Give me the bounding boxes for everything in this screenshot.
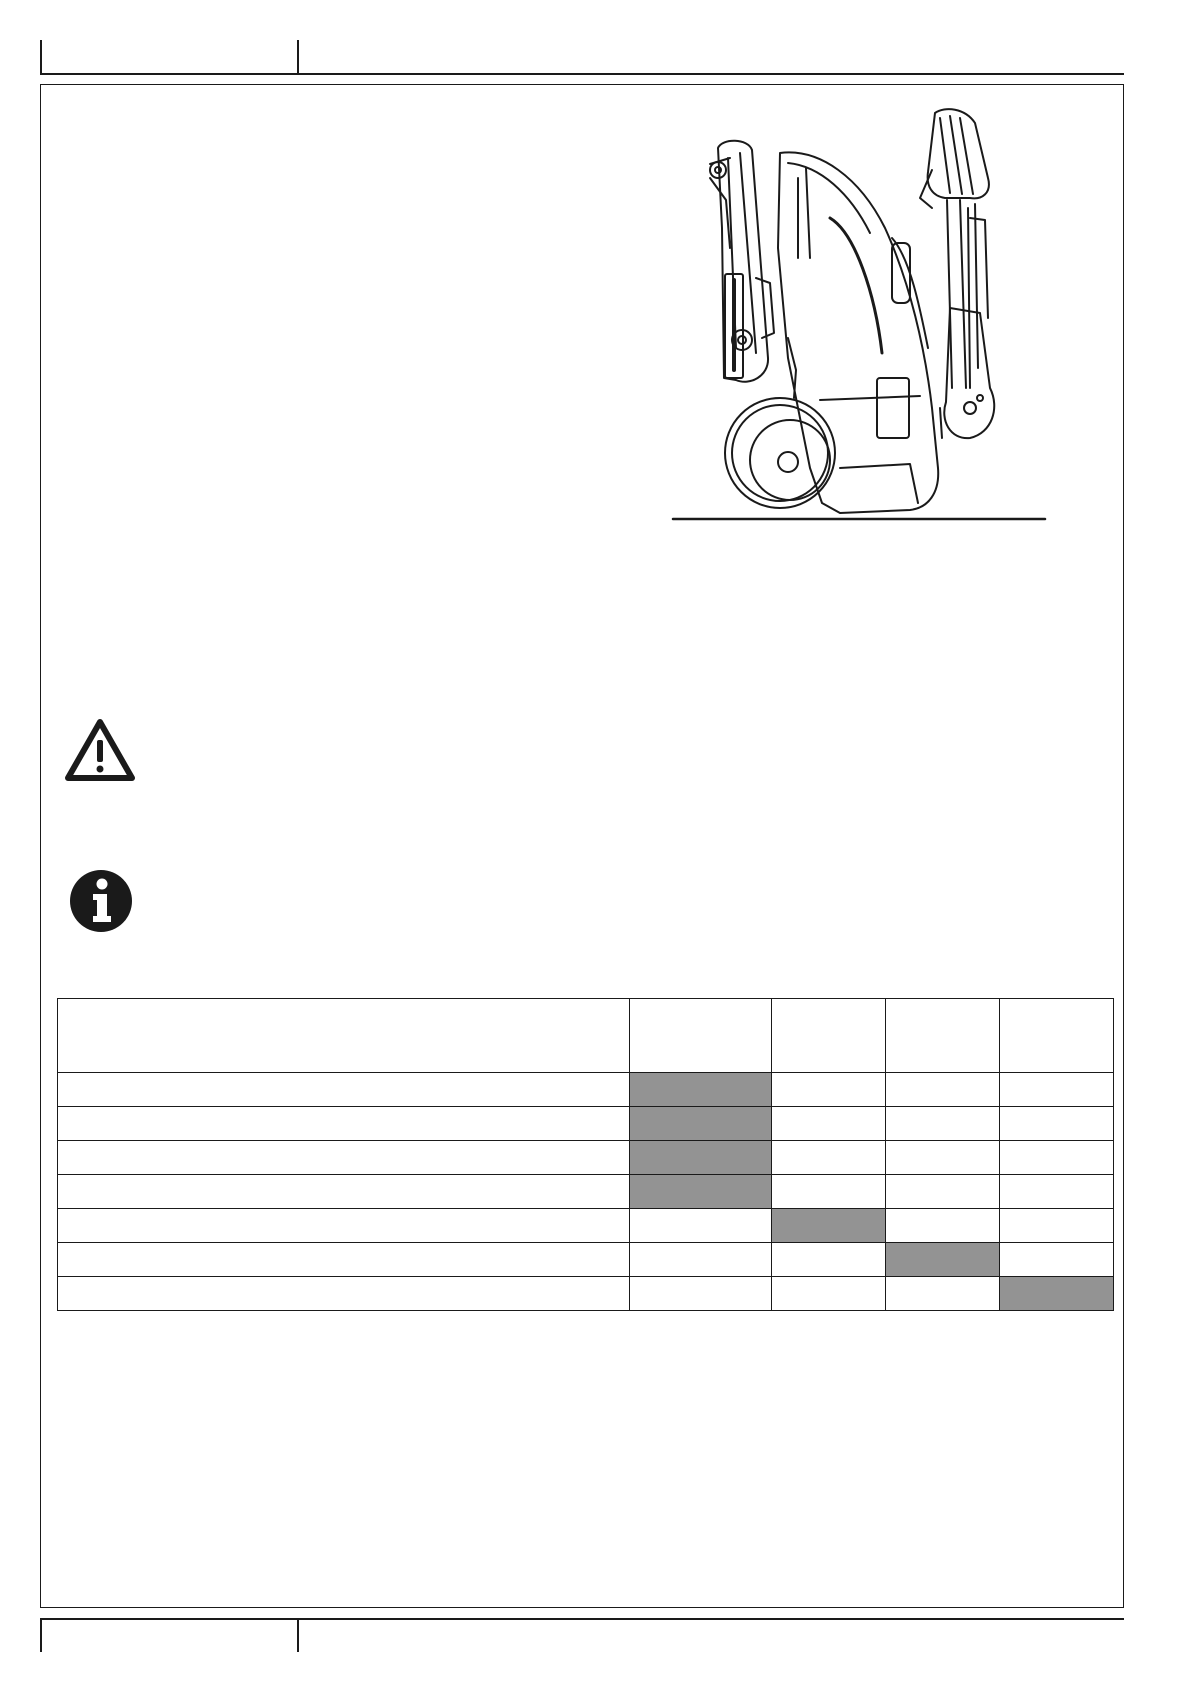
matrix-row — [58, 1209, 1114, 1243]
matrix-cell — [772, 1073, 886, 1107]
machine-body — [778, 152, 938, 513]
matrix-cell — [886, 1141, 1000, 1175]
matrix-cell — [1000, 1175, 1114, 1209]
display-panel — [877, 378, 909, 438]
matrix-cell — [772, 1141, 886, 1175]
matrix-header-row — [58, 999, 1114, 1073]
warning-triangle-icon — [64, 718, 136, 782]
matrix-cell — [1000, 1141, 1114, 1175]
footer-rule — [40, 1618, 1124, 1620]
matrix-row — [58, 1175, 1114, 1209]
matrix-cell — [1000, 1209, 1114, 1243]
footer-divider-tick — [297, 1618, 299, 1652]
applicability-matrix — [57, 998, 1114, 1311]
matrix-cell — [886, 1175, 1000, 1209]
matrix-cell — [886, 999, 1000, 1073]
matrix-cell — [58, 1073, 630, 1107]
matrix-cell — [772, 999, 886, 1073]
header-rule — [40, 73, 1124, 75]
matrix-cell — [772, 1107, 886, 1141]
matrix-cell — [58, 1107, 630, 1141]
matrix-row — [58, 1141, 1114, 1175]
matrix-cell — [886, 1277, 1000, 1311]
matrix-cell-shaded — [630, 1175, 772, 1209]
matrix-cell — [1000, 1107, 1114, 1141]
matrix-cell — [886, 1209, 1000, 1243]
matrix-cell — [772, 1277, 886, 1311]
matrix-cell — [772, 1175, 886, 1209]
matrix-cell — [886, 1073, 1000, 1107]
matrix-cell — [630, 1277, 772, 1311]
matrix-cell-shaded — [630, 1141, 772, 1175]
matrix-cell — [886, 1107, 1000, 1141]
matrix-cell — [1000, 1073, 1114, 1107]
matrix-cell — [1000, 1243, 1114, 1277]
matrix-cell — [58, 1141, 630, 1175]
matrix-cell — [630, 1243, 772, 1277]
matrix-cell — [1000, 999, 1114, 1073]
footer-left-tick — [40, 1618, 42, 1652]
header-left-tick — [40, 40, 42, 74]
matrix-cell — [58, 1277, 630, 1311]
matrix-cell-shaded — [1000, 1277, 1114, 1311]
matrix-row — [58, 1243, 1114, 1277]
matrix-cell — [58, 1243, 630, 1277]
machine-illustration — [670, 108, 1050, 528]
matrix-cell — [58, 1209, 630, 1243]
matrix-cell — [630, 999, 772, 1073]
matrix-cell — [630, 1209, 772, 1243]
header-divider-tick — [297, 40, 299, 74]
matrix-cell-shaded — [886, 1243, 1000, 1277]
handle-assembly — [928, 109, 989, 198]
matrix-row — [58, 1073, 1114, 1107]
matrix-row — [58, 1277, 1114, 1311]
info-circle-icon — [68, 868, 134, 934]
matrix-cell-shaded — [772, 1209, 886, 1243]
matrix-cell — [772, 1243, 886, 1277]
matrix-cell-shaded — [630, 1073, 772, 1107]
matrix-cell-shaded — [630, 1107, 772, 1141]
matrix-row — [58, 1107, 1114, 1141]
rear-wheel — [725, 398, 835, 508]
matrix-cell — [58, 999, 630, 1073]
matrix-cell — [58, 1175, 630, 1209]
